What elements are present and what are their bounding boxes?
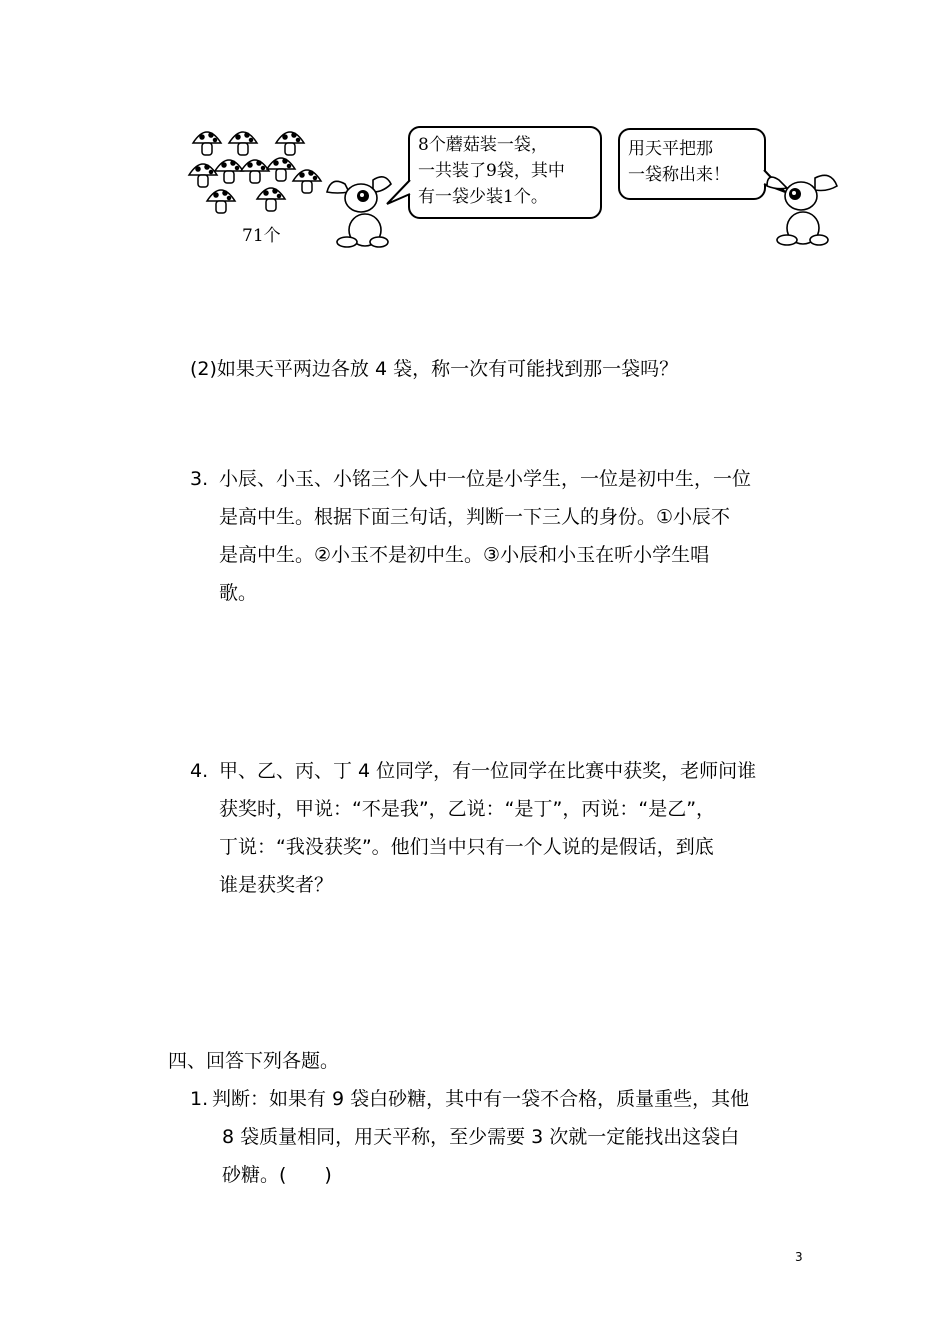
speech-bubble-left-line-1: 8个蘑菇装一袋， xyxy=(418,135,548,155)
question-3-line-2: 是高中生。根据下面三句话，判断一下三人的身份。①小辰不 xyxy=(219,506,731,528)
section-4-item-1-line-3: 砂糖。( ) xyxy=(222,1164,332,1186)
rabbit-right-icon xyxy=(765,168,845,248)
mushroom-icon xyxy=(193,132,221,155)
speech-bubble-left-line-2: 一共装了9袋，其中 xyxy=(418,161,565,181)
section-4-heading: 四、回答下列各题。 xyxy=(168,1050,340,1072)
mushroom-icon xyxy=(293,170,321,193)
mushroom-count-label: 71个 xyxy=(242,226,281,246)
question-4-line-3: 丁说：“我没获奖”。他们当中只有一个人说的是假话，到底 xyxy=(219,836,714,858)
question-3-line-4: 歌。 xyxy=(219,582,258,604)
mushroom-icon xyxy=(229,132,257,155)
question-4-line-4: 谁是获奖者？ xyxy=(219,874,334,896)
section-4-item-1-number: 1. xyxy=(190,1088,209,1110)
mushroom-icon xyxy=(189,164,217,187)
mushroom-icon xyxy=(241,160,269,183)
question-3-number: 3. xyxy=(190,468,209,490)
question-2-sub: (2)如果天平两边各放 4 袋，称一次有可能找到那一袋吗？ xyxy=(190,358,679,380)
question-4-line-2: 获奖时，甲说：“不是我”，乙说：“是丁”，丙说：“是乙”， xyxy=(219,798,716,820)
page-number: 3 xyxy=(795,1250,803,1264)
question-3-line-1: 小辰、小玉、小铭三个人中一位是小学生，一位是初中生，一位 xyxy=(219,468,752,490)
speech-bubble-right-line-1: 用天平把那 xyxy=(628,139,713,159)
section-4-item-1-line-2: 8 袋质量相同，用天平称，至少需要 3 次就一定能找出这袋白 xyxy=(222,1126,740,1148)
question-4-number: 4. xyxy=(190,760,209,782)
mushroom-icon xyxy=(215,160,243,183)
mushroom-icon xyxy=(267,158,295,181)
mushroom-icon xyxy=(207,190,235,213)
mushroom-group-illustration xyxy=(185,125,335,225)
speech-bubble-left-line-3: 有一袋少装1个。 xyxy=(418,187,548,207)
mushroom-icon xyxy=(257,188,285,211)
speech-bubble-right-line-2: 一袋称出来！ xyxy=(628,165,730,185)
speech-bubble-left-tail xyxy=(385,178,411,208)
mushroom-icon xyxy=(276,132,304,155)
question-4-line-1: 甲、乙、丙、丁 4 位同学，有一位同学在比赛中获奖，老师问谁 xyxy=(219,760,757,782)
section-4-item-1-line-1: 判断：如果有 9 袋白砂糖，其中有一袋不合格，质量重些，其他 xyxy=(212,1088,750,1110)
question-3-line-3: 是高中生。②小玉不是初中生。③小辰和小玉在听小学生唱 xyxy=(219,544,710,566)
